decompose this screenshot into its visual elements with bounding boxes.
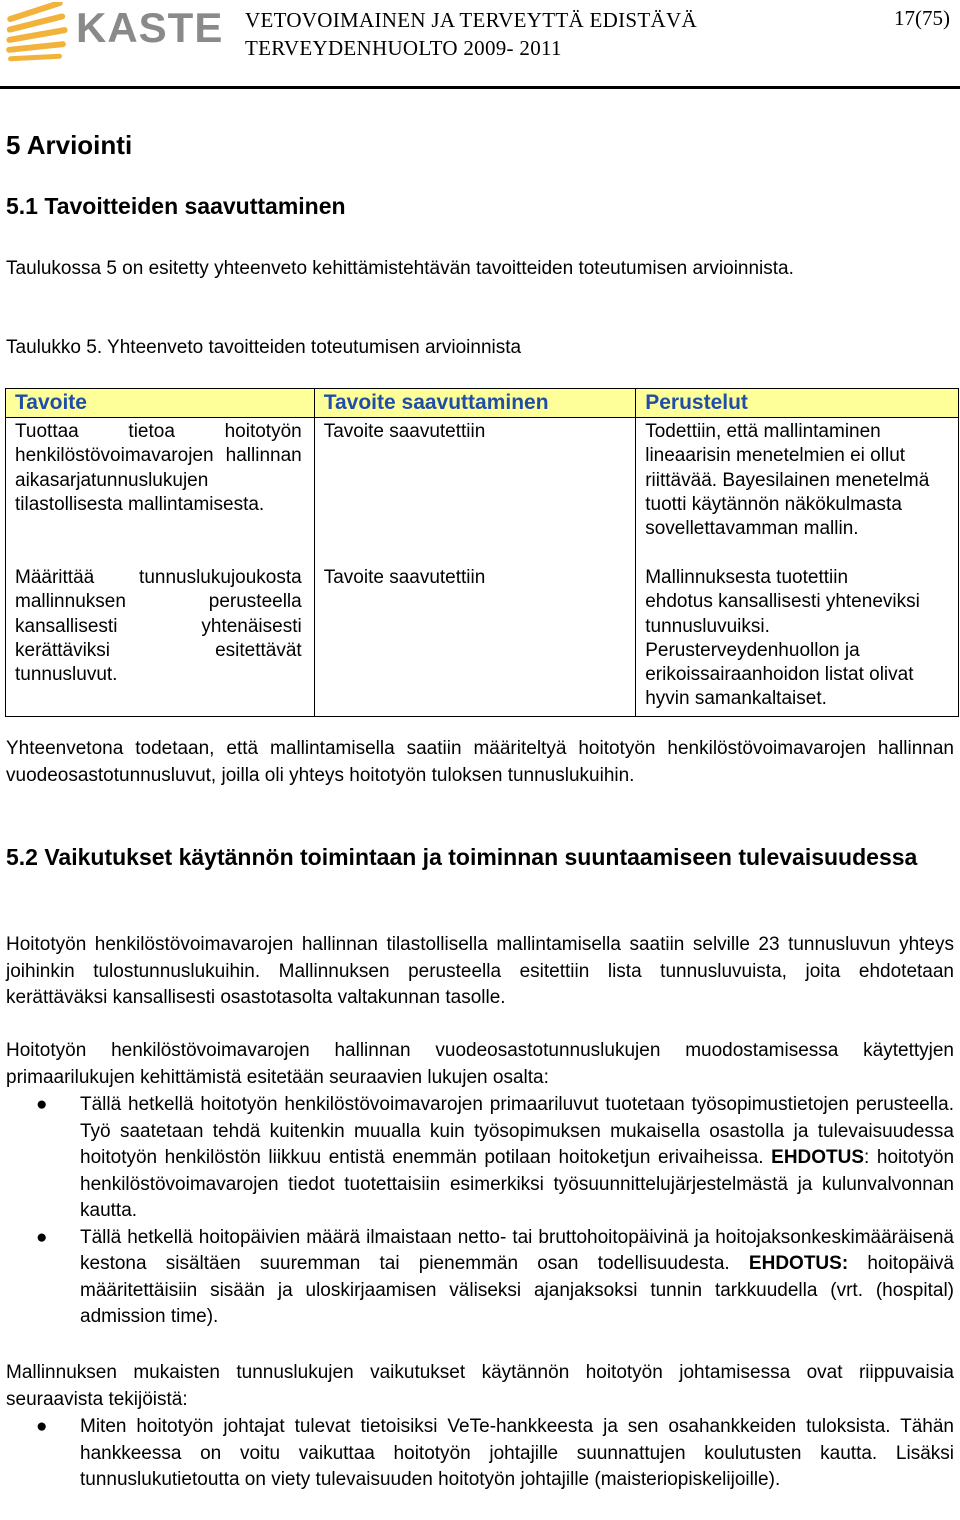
list-item-text: Tällä hetkellä hoitopäivien määrä ilmaistaan netto- tai bruttohoitopäivinä ja hoitojaksonkeskimääräisenä kestona sisältäen suuremman tai pienemmän osan todellisuudesta. — [80, 1226, 954, 1274]
page-number: 17(75) — [894, 6, 950, 30]
list-item-text: : hoitotyön henkilöstövoimavarojen tiedot tuotettaisiin esimerkiksi työsuunnittelujärjestelmästä ja kulunvalvonnan kautta. — [80, 1147, 955, 1221]
kaste-logo-icon — [4, 2, 74, 64]
list-item — [6, 1092, 954, 1225]
bullet-icon: ● — [36, 1416, 48, 1437]
paragraph-3: Mallinnuksen mukaisten tunnuslukujen vaikutukset käytännön hoitotyön johtamisessa ovat riippuvaisia seuraavista tekijöistä: — [6, 1362, 954, 1410]
section-heading-5-1: 5.1 Tavoitteiden saavuttaminen — [6, 193, 346, 219]
paragraph-2: Hoitotyön henkilöstövoimavarojen hallinnan vuodeosastotunnuslukujen muodostamisessa käytettyjen primaarilukujen kehittämistä esitetään seuraavien lukujen osalta: — [6, 1040, 954, 1088]
table-row — [6, 418, 959, 565]
kaste-logo — [4, 2, 224, 64]
page-header — [0, 0, 960, 90]
document-title — [245, 6, 697, 62]
list-item-text: hoitopäivä määritettäisiin sisään ja uloskirjaamisen väliseksi ajanjaksoksi tunnin tarkkuudella (vrt. (hospital) admission time). — [80, 1253, 954, 1327]
bullet-list-1 — [6, 1092, 954, 1331]
table-header-row — [6, 389, 959, 418]
table-header-goal: Tavoite — [6, 389, 315, 418]
list-item-text: Tällä hetkellä hoitotyön henkilöstövoimavarojen primaariluvut tuotetaan työsopimustietojen perusteella. Työ saatetaan tehdä kuitenkin muualla kuin työsopimuksen mukaisella osastolla ja tulevaisuudessa hoitotyön henkilöstön liikkuu entistä enemmän potilaan hoitoketjun erivaiheissa. — [80, 1094, 954, 1168]
table-header-reasons: Perustelut — [636, 389, 959, 418]
document-title-line-1: VETOVOIMAINEN JA TERVEYTTÄ EDISTÄVÄ — [245, 8, 697, 32]
goals-table-wrapper — [5, 388, 959, 717]
proposal-label: EHDOTUS: — [748, 1253, 849, 1274]
summary-paragraph: Yhteenvetona todetaan, että mallintamisella saatiin määriteltyä hoitotyön henkilöstövoimavarojen hallinnan vuodeosastotunnusluvut, joilla oli yhteys hoitotyön tuloksen tunnuslukuihin. — [6, 738, 954, 786]
list-item — [6, 1414, 954, 1494]
logo-wordmark: KASTE — [76, 4, 224, 51]
paragraph-1: Hoitotyön henkilöstövoimavarojen hallinnan tilastollisella mallintamisella saatiin selville 23 tunnusluvun yhteys joihinkin tulostunnuslukuihin. Mallinnuksen perusteella esitettiin lista tunnusluvuista, joita ehdotetaan kerättäväksi kansallisesti osastotasolta valtakunnan tasolle. — [6, 934, 954, 1008]
bullet-icon: ● — [36, 1226, 48, 1248]
document-title-line-2: TERVEYDENHUOLTO 2009- 2011 — [245, 36, 562, 60]
bullet-icon: ● — [36, 1094, 48, 1115]
table-caption: Taulukko 5. Yhteenveto tavoitteiden toteutumisen arvioinnista — [6, 337, 522, 358]
proposal-label: EHDOTUS — [771, 1147, 865, 1168]
list-item — [6, 1225, 954, 1331]
goals-table — [5, 388, 959, 717]
table-cell: Tavoite saavutettiin — [314, 564, 636, 716]
table-cell: Todettiin, että mallintaminen lineaarisin menetelmien ei ollut riittävää. Bayesilainen menetelmä tuotti käytännön näkökulmasta sovellettavamman mallin. — [636, 418, 959, 565]
header-rule — [0, 86, 960, 89]
intro-paragraph: Taulukossa 5 on esitetty yhteenveto kehittämistehtävän tavoitteiden toteutumisen arvioinnista. — [6, 258, 794, 279]
table-cell: Mallinnuksesta tuotettiin ehdotus kansallisesti yhteneviksi tunnusluvuiksi. Perusterveydenhuollon ja erikoissairaanhoidon listat olivat hyvin samankaltaiset. — [636, 564, 959, 716]
list-item-text: Miten hoitotyön johtajat tulevat tietoisiksi VeTe-hankkeesta ja sen osahankkeiden tuloksista. Tähän hankkeessa on voitu vaikuttaa hoitotyön johtajille suunnattujen koulutusten kautta. Lisäksi tunnuslukutietoutta on viety tulevaisuuden hoitotyön johtajille (maisteriopiskelijoille). — [80, 1416, 954, 1490]
bullet-list-2 — [6, 1414, 954, 1494]
table-cell: Tuottaa tietoa hoitotyön henkilöstövoimavarojen hallinnan aikasarjatunnuslukujen tilastollisesta mallintamisesta. — [6, 418, 315, 565]
table-header-achievement: Tavoite saavuttaminen — [314, 389, 636, 418]
section-heading-5: 5 Arviointi — [6, 130, 133, 160]
table-cell: Määrittää tunnuslukujoukosta mallinnuksen perusteella kansallisesti yhtenäisesti kerättäviksi esitettävät tunnusluvut. — [6, 564, 315, 716]
table-cell: Tavoite saavutettiin — [314, 418, 636, 565]
table-row — [6, 564, 959, 716]
section-heading-5-2: 5.2 Vaikutukset käytännön toimintaan ja toiminnan suuntaamiseen tulevaisuudessa — [6, 844, 918, 870]
